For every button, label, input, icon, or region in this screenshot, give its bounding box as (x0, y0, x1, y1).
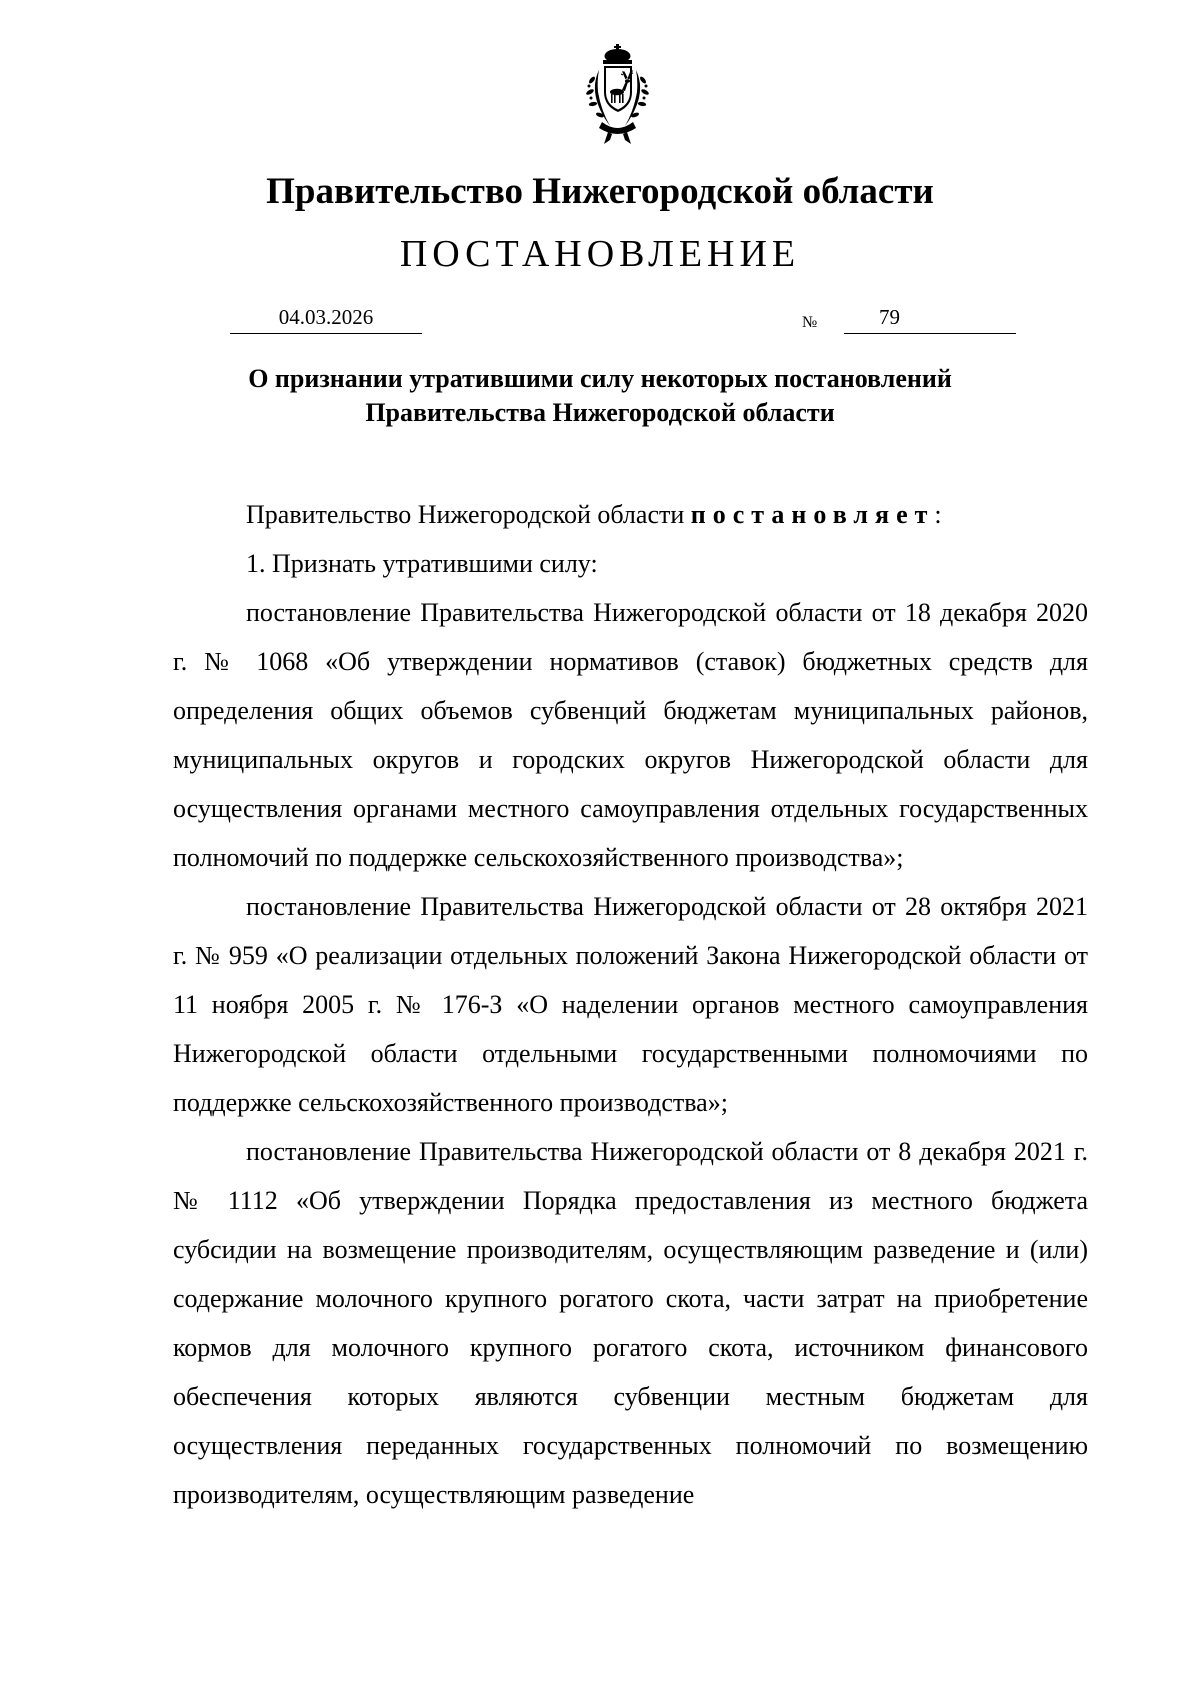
item-1: 1. Признать утратившими силу: (246, 549, 598, 578)
preamble-text: Правительство Нижегородской области (246, 500, 685, 529)
document-date: 04.03.2026 (230, 303, 422, 334)
decree-1: постановление Правительства Нижегородской области от 18 декабря 2020 г. № 1068 «Об утверждении нормативов (ставок) бюджетных средств для определения общих объемов субвенций бюджетам муниципальных районов, муниципальных округов и городских округов Нижегородской области для осуществления органами местного самоуправления отдельных государственных полномочий по поддержке сельскохозяйственного производства»; (173, 598, 1088, 872)
government-title: Правительство Нижегородской области (266, 171, 934, 212)
coat-of-arms-icon (572, 40, 682, 152)
preamble (173, 490, 1088, 539)
document-number: 79 (879, 305, 900, 329)
preamble-colon: : (934, 500, 942, 529)
subject-line-2: Правительства Нижегородской области (365, 398, 835, 427)
document-body (173, 490, 1088, 1519)
document-subject (0, 362, 1200, 430)
document-number-field (844, 303, 1016, 334)
decree-3: постановление Правительства Нижегородской области от 8 декабря 2021 г. № 1112 «Об утверждении Порядка предоставления из местного бюджета субсидии на возмещение производителям, осуществляющим разведение и (или) содержание молочного крупного рогатого скота, части затрат на приобретение кормов для молочного крупного рогатого скота, источником финансового обеспечения которых являются субвенции местным бюджетам для осуществления переданных государственных полномочий по возмещению производителям, осуществляющим разведение (173, 1137, 1088, 1509)
number-sign: № (802, 314, 818, 331)
preamble-verb: постановляет (690, 500, 935, 529)
document-type: ПОСТАНОВЛЕНИЕ (399, 233, 801, 275)
subject-line-1: О признании утратившими силу некоторых постановлений (248, 364, 952, 393)
decree-2: постановление Правительства Нижегородской области от 28 октября 2021 г. № 959 «О реализации отдельных положений Закона Нижегородской области от 11 ноября 2005 г. № 176-З «О наделении органов местного самоуправления Нижегородской области отдельными государственными полномочиями по поддержке сельскохозяйственного производства»; (173, 892, 1088, 1117)
